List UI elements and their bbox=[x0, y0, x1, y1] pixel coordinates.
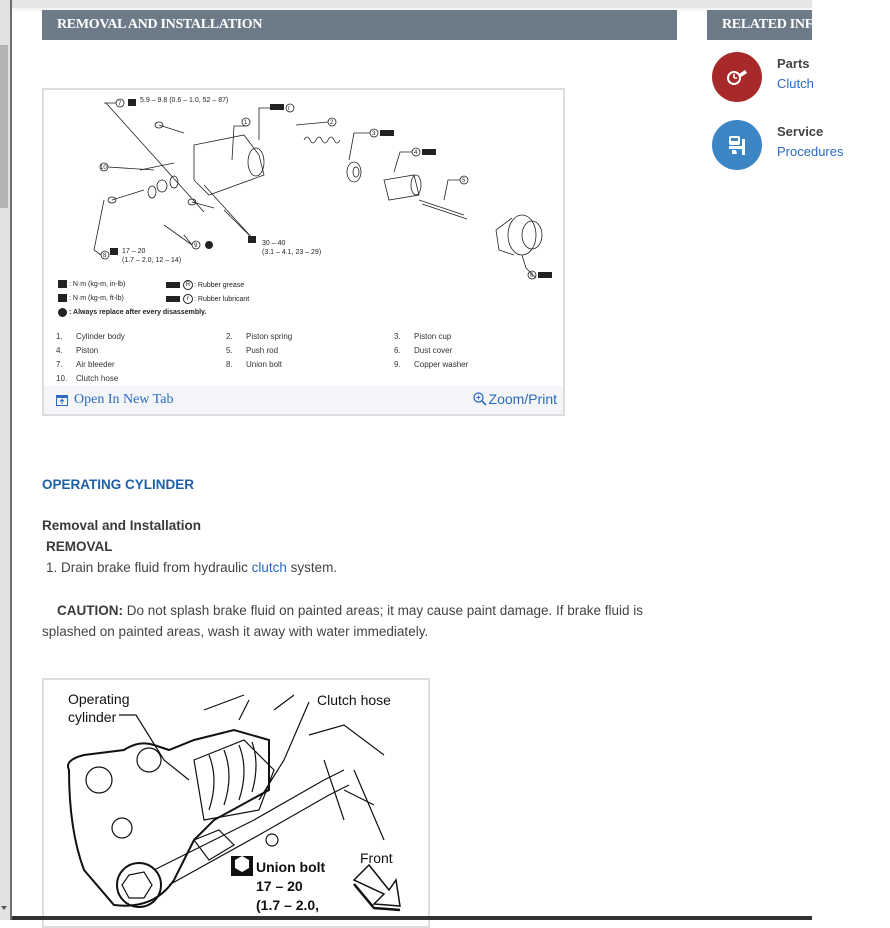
section-header-removal: REMOVAL AND INSTALLATION bbox=[42, 10, 677, 40]
caution-note bbox=[42, 600, 677, 642]
car-lift-icon bbox=[712, 120, 762, 170]
torque-ft-lb-icon bbox=[58, 294, 67, 302]
legend-rubber-lubricant bbox=[166, 294, 249, 304]
grease-icon bbox=[166, 282, 180, 288]
scroll-down-arrow-icon[interactable] bbox=[1, 906, 7, 910]
replace-icon bbox=[58, 308, 67, 317]
callout-bolt-torque: 30 – 40 bbox=[262, 240, 286, 247]
related-item-service[interactable] bbox=[712, 120, 843, 170]
zoom-print-label[interactable]: Zoom/Print bbox=[488, 391, 557, 407]
new-tab-icon bbox=[56, 395, 68, 406]
callout-8-torque-detail: (1.7 – 2.0, 12 – 14) bbox=[122, 257, 182, 264]
heading-removal: REMOVAL bbox=[46, 539, 113, 554]
open-in-new-tab-link[interactable] bbox=[56, 392, 173, 408]
legend-replace bbox=[58, 308, 206, 317]
svg-text:7: 7 bbox=[118, 101, 122, 107]
label-clutch-hose: Clutch hose bbox=[317, 692, 391, 708]
torque-in-lb-icon bbox=[58, 280, 67, 288]
part-item: 4. Piston bbox=[56, 346, 99, 355]
part-item: 1. Cylinder body bbox=[56, 332, 125, 341]
svg-text:5: 5 bbox=[462, 178, 466, 184]
open-in-new-tab-label[interactable]: Open In New Tab bbox=[74, 392, 174, 407]
clutch-pedal-icon bbox=[712, 52, 762, 102]
top-bar bbox=[12, 0, 812, 8]
part-item: 5. Push rod bbox=[226, 346, 279, 355]
related-title: Parts bbox=[777, 56, 810, 71]
callout-bolt-torque-detail: (3.1 – 4.1, 23 – 29) bbox=[262, 249, 322, 256]
zoom-in-icon bbox=[473, 392, 487, 406]
svg-text:3: 3 bbox=[372, 131, 376, 137]
label-front: Front bbox=[360, 850, 393, 866]
section-header-related: RELATED INFORMATION bbox=[707, 10, 812, 40]
callout-7-torque: 5.9 – 9.8 (0.6 – 1.0, 52 – 87) bbox=[140, 97, 229, 104]
related-link[interactable]: Clutch bbox=[777, 76, 814, 91]
svg-text:8: 8 bbox=[103, 253, 107, 259]
exploded-diagram-drawing bbox=[44, 90, 563, 279]
page-scrollbar[interactable] bbox=[0, 0, 10, 920]
section-title-operating-cylinder: OPERATING CYLINDER bbox=[42, 477, 195, 492]
svg-text:4: 4 bbox=[414, 150, 418, 156]
svg-text:1: 1 bbox=[244, 120, 248, 126]
legend-text: : N·m (kg-m, in-lb) bbox=[69, 280, 126, 288]
r-upper-icon: R bbox=[183, 280, 193, 290]
clutch-link[interactable]: clutch bbox=[251, 560, 287, 575]
legend-text: : N·m (kg-m, ft-lb) bbox=[69, 294, 124, 302]
bottom-edge bbox=[12, 916, 812, 920]
step-1-text: 1. Drain brake fluid from hydraulic bbox=[46, 560, 252, 575]
legend-rubber-grease bbox=[166, 280, 244, 290]
subtitle-removal-installation: Removal and Installation bbox=[42, 518, 202, 533]
part-item: 6. Dust cover bbox=[394, 346, 453, 355]
legend-text: : Rubber lubricant bbox=[194, 295, 250, 303]
operating-cylinder-figure bbox=[42, 678, 430, 928]
legend-text: : Always replace after every disassembly. bbox=[69, 309, 207, 316]
part-item: 3. Piston cup bbox=[394, 332, 452, 341]
label-union-bolt: Union bolt 17 – 20 (1.7 – 2.0, bbox=[256, 859, 326, 913]
svg-text:10: 10 bbox=[100, 165, 107, 171]
svg-text:6: 6 bbox=[530, 273, 534, 279]
frame-border bbox=[10, 0, 12, 920]
caution-text: Do not splash brake fluid on painted areas; it may cause paint damage. If brake fluid is splashed on painted areas, wash it away with water immediately. bbox=[42, 603, 644, 639]
svg-text:9: 9 bbox=[194, 243, 198, 249]
label-operating-cylinder: Operating cylinder bbox=[68, 691, 130, 725]
related-item-parts[interactable] bbox=[712, 52, 814, 102]
r-lower-icon: r bbox=[183, 294, 193, 304]
part-item: 8. Union bolt bbox=[226, 360, 283, 369]
exploded-diagram-figure bbox=[42, 88, 565, 416]
svg-text:r: r bbox=[288, 106, 290, 112]
part-item: 9. Copper washer bbox=[394, 360, 469, 369]
svg-text:2: 2 bbox=[330, 120, 334, 126]
callout-8-torque: 17 – 20 bbox=[122, 248, 146, 255]
caution-label: CAUTION: bbox=[57, 603, 123, 618]
part-item: 7. Air bleeder bbox=[56, 360, 115, 369]
figure-footer bbox=[44, 386, 563, 414]
scrollbar-thumb[interactable] bbox=[0, 45, 8, 208]
legend-text: : Rubber grease bbox=[194, 281, 245, 289]
part-item: 2. Piston spring bbox=[226, 332, 293, 341]
legend-nm-in-lb bbox=[58, 280, 125, 288]
legend-nm-ft-lb bbox=[58, 294, 124, 302]
related-title: Service bbox=[777, 124, 824, 139]
step-1 bbox=[42, 560, 681, 575]
zoom-print-link[interactable] bbox=[473, 391, 557, 407]
related-link[interactable]: Procedures bbox=[777, 144, 844, 159]
part-item: 10. Clutch hose bbox=[56, 374, 119, 383]
lubricant-icon bbox=[166, 296, 180, 302]
step-1-text-end: system. bbox=[286, 560, 338, 575]
